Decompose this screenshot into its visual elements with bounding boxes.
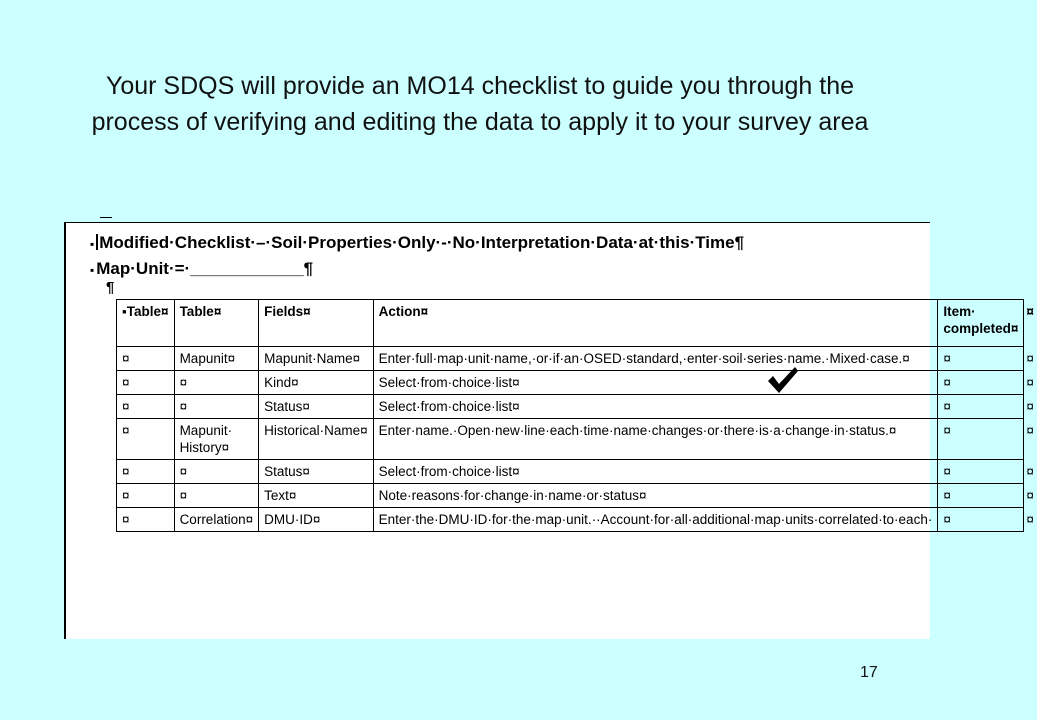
row-end-mark: ¤ — [1026, 487, 1034, 503]
header-cell: Action¤ — [373, 300, 938, 347]
table-cell: Enter·the·DMU·ID·for·the·map·unit.··Account·for·all·additional·map·units·correlated·to·each· — [373, 508, 938, 532]
table-cell: Status¤ — [259, 460, 374, 484]
table-row — [117, 508, 1037, 532]
check-icon — [766, 365, 800, 395]
bullet-icon: ▪ — [90, 262, 95, 277]
checklist-heading-text: Modified·Checklist·–·Soil·Properties·Only·-·No·Interpretation·Data·at·this·Time¶ — [99, 233, 745, 252]
row-end-mark: ¤ — [1026, 374, 1034, 390]
map-unit-line — [90, 259, 313, 279]
row-end-mark: ¤ — [1026, 422, 1034, 438]
checklist-heading — [90, 233, 744, 253]
table-row — [117, 484, 1037, 508]
table-cell: ¤ — [117, 395, 175, 419]
table-cell: ¤ — [938, 484, 1024, 508]
text-cursor — [96, 234, 98, 250]
table-cell: ¤ — [117, 347, 175, 371]
row-end-mark: ¤ — [1026, 463, 1034, 479]
table-cell: ¤ — [938, 395, 1024, 419]
table-cell: ¤ — [117, 460, 175, 484]
table-cell: Enter·full·map·unit·name,·or·if·an·OSED·standard,·enter·soil·series·name.·Mixed·case.¤ — [373, 347, 938, 371]
table-row — [117, 419, 1037, 460]
header-end-mark: ¤ — [1026, 303, 1034, 319]
slide-title: Your SDQS will provide an MO14 checklist to guide you through the process of verifying and editing the data to apply it to your survey area — [91, 72, 869, 136]
row-end-mark: ¤ — [1026, 398, 1034, 414]
table-cell: ¤ — [117, 419, 175, 460]
table-cell: ¤ — [174, 484, 259, 508]
header-cell: Fields¤ — [259, 300, 374, 347]
margin-mark — [100, 217, 112, 218]
document-screenshot — [64, 222, 1034, 639]
header-cell: ▪Table¤ — [117, 300, 175, 347]
checklist-table — [116, 299, 1037, 532]
table-cell: Note·reasons·for·change·in·name·or·status¤ — [373, 484, 938, 508]
page-number: 17 — [860, 664, 878, 681]
table-cell: Select·from·choice·list¤ — [373, 371, 938, 395]
table-cell: ¤ — [938, 460, 1024, 484]
pilcrow-mark: ¶ — [106, 279, 115, 296]
table-cell: Mapunit· History¤ — [174, 419, 259, 460]
table-cell: Status¤ — [259, 395, 374, 419]
table-cell: Kind¤ — [259, 371, 374, 395]
table-cell: ¤ — [117, 508, 175, 532]
table-cell: ¤ — [117, 484, 175, 508]
table-cell: Text¤ — [259, 484, 374, 508]
table-cell: ¤ — [174, 460, 259, 484]
table-cell: Correlation¤ — [174, 508, 259, 532]
table-cell: ¤ — [938, 371, 1024, 395]
map-unit-text: Map·Unit·=·____________¶ — [96, 259, 314, 278]
table-cell: ¤ — [174, 371, 259, 395]
table-cell: DMU·ID¤ — [259, 508, 374, 532]
table-cell: Historical·Name¤ — [259, 419, 374, 460]
table-cell: Select·from·choice·list¤ — [373, 395, 938, 419]
table-cell: ¤ — [938, 419, 1024, 460]
table-cell: Enter·name.·Open·new·line·each·time·name·changes·or·there·is·a·change·in·status.¤ — [373, 419, 938, 460]
header-cell: Item· completed¤ — [938, 300, 1024, 347]
row-end-mark: ¤ — [1026, 511, 1034, 527]
row-end-mark: ¤ — [1026, 350, 1034, 366]
table-row — [117, 347, 1037, 371]
table-cell: Select·from·choice·list¤ — [373, 460, 938, 484]
table-cell: Mapunit¤ — [174, 347, 259, 371]
table-row — [117, 395, 1037, 419]
table-cell: ¤ — [117, 371, 175, 395]
table-header-row — [117, 300, 1037, 347]
table-row — [117, 371, 1037, 395]
table-cell: ¤ — [174, 395, 259, 419]
table-cell: ¤ — [938, 347, 1024, 371]
table-cell: ¤ — [938, 508, 1024, 532]
header-cell: Table¤ — [174, 300, 259, 347]
table-row — [117, 460, 1037, 484]
bullet-icon: ▪ — [90, 236, 95, 251]
table-cell: Mapunit·Name¤ — [259, 347, 374, 371]
